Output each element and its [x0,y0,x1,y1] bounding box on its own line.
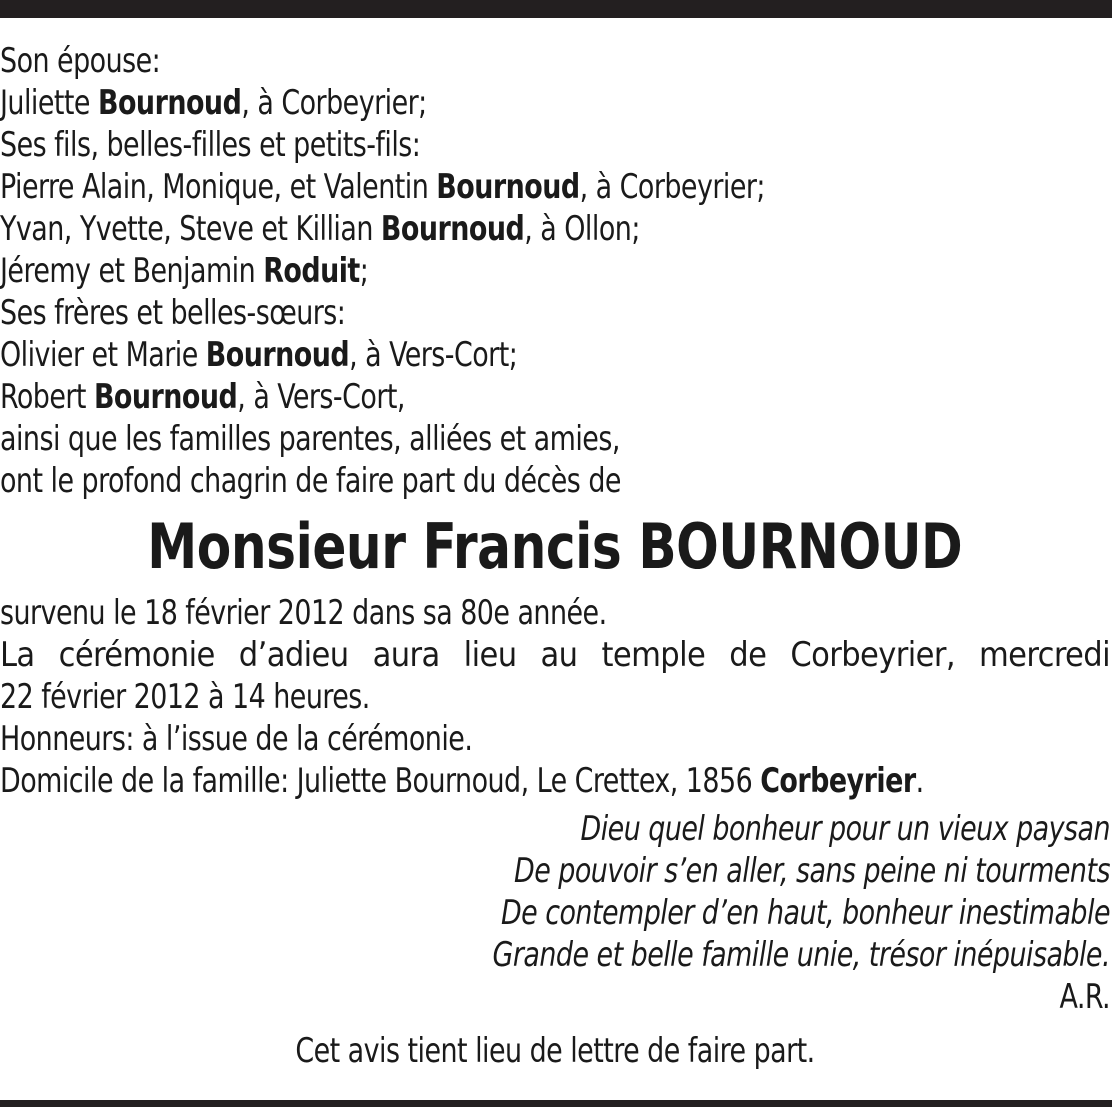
obituary-notice [0,40,1110,1072]
family-line: Pierre Alain, Monique, et Valentin Bournoud, à Corbeyrier; [0,167,765,207]
funeral-details [0,592,1110,802]
family-line: Son épouse: [0,41,161,81]
family-line: Jéremy et Benjamin Roduit; [0,251,369,291]
family-line: Yvan, Yvette, Steve et Killian Bournoud, à Ollon; [0,209,640,249]
family-line: ainsi que les familles parentes, alliées et amies, [0,419,620,459]
family-list [0,40,1110,502]
poem-line: De contempler d’en haut, bonheur inestimable [500,893,1111,933]
family-line: Olivier et Marie Bournoud, à Vers-Cort; [0,335,518,375]
signature-text: A.R. [1059,977,1110,1017]
footer-note [0,1030,1110,1072]
family-domicile: Domicile de la famille: Juliette Bournoud, Le Crettex, 1856 Corbeyrier. [0,761,924,801]
family-line: Ses frères et belles-sœurs: [0,293,346,333]
poem-line: Dieu quel bonheur pour un vieux paysan [580,809,1110,849]
bottom-border-rule [0,1100,1112,1107]
top-border-rule [0,0,1112,18]
poem-line: De pouvoir s’en aller, sans peine ni tourments [514,851,1110,891]
honours-info: Honneurs: à l’issue de la cérémonie. [0,719,473,759]
poem-line: Grande et belle famille unie, trésor inépuisable. [492,935,1110,975]
family-line: Robert Bournoud, à Vers-Cort, [0,377,405,417]
family-line: Juliette Bournoud, à Corbeyrier; [0,83,427,123]
poem [0,808,1110,976]
poem-signature [0,976,1110,1018]
deceased-name: Monsieur Francis BOURNOUD [147,510,963,583]
ceremony-info-line-2: 22 février 2012 à 14 heures. [0,677,370,717]
footer-note-text: Cet avis tient lieu de lettre de faire part. [295,1031,815,1071]
family-line: ont le profond chagrin de faire part du décès de [0,461,621,501]
family-line: Ses fils, belles-filles et petits-fils: [0,125,421,165]
ceremony-info-line-1: La cérémonie d’adieu aura lieu au temple de Corbeyrier, mercredi [0,635,1110,675]
death-date: survenu le 18 février 2012 dans sa 80e année. [0,593,607,633]
